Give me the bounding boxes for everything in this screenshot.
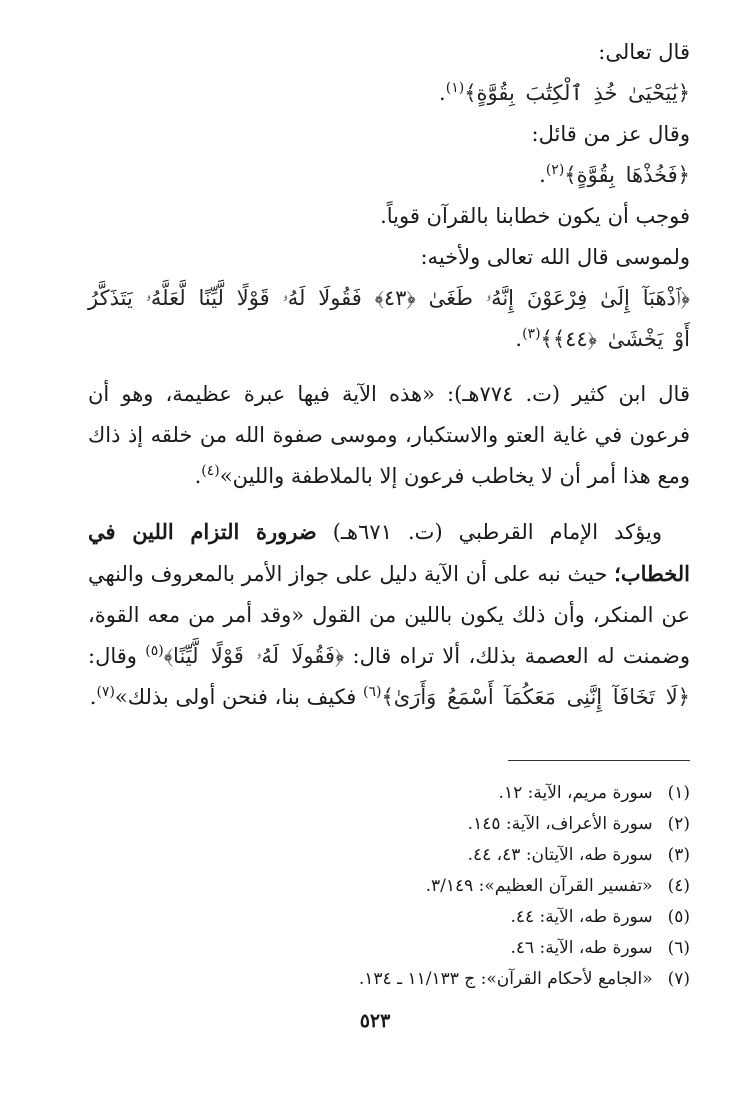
intro-line-1: قال تعالى:: [598, 40, 690, 64]
footnote-number: (٦): [667, 938, 690, 958]
footnote-item: [200, 933, 690, 964]
footnote-number: (٥): [667, 907, 690, 927]
footnote-item: [200, 964, 690, 995]
footnote-marker: (٥): [145, 643, 164, 659]
main-text: [88, 32, 690, 718]
qurtubi-paragraph: [88, 511, 690, 718]
footnote-number: (٣): [667, 845, 690, 865]
footnote-marker: (٢): [545, 162, 565, 178]
emphasis-text: ضرورة التزام اللين في الخطاب؛: [88, 519, 690, 586]
footnote-number: (١): [667, 783, 690, 803]
quran-verse: ﴿يَٰيَحْيَىٰ خُذِ ٱلْكِتَٰبَ بِقُوَّةٍ﴾: [464, 81, 690, 105]
footnote-item: [200, 902, 690, 933]
page-number: ٥٢٣: [359, 1010, 391, 1032]
footnote-number: (٢): [667, 814, 690, 834]
paragraph-text: فكيف بنا، فنحن أولى بذلك»: [114, 685, 363, 709]
punctuation: .: [194, 464, 202, 488]
footnote-text: «الجامع لأحكام القرآن»: ج ١١/١٣٣ ـ ١٣٤.: [358, 969, 653, 989]
footnote-marker: (٦): [362, 684, 382, 700]
footnote-number: (٤): [667, 876, 690, 896]
footnotes-list: [200, 778, 690, 995]
punctuation: .: [439, 81, 446, 105]
quran-verse: ﴿لَا تَخَافَآ إِنَّنِى مَعَكُمَآ أَسْمَعُ وَأَرَىٰ﴾: [381, 685, 690, 709]
paragraph-text: ويؤكد الإمام القرطبي (ت. ٦٧١هـ): [316, 520, 662, 544]
footnote-text: سورة طه، الآية: ٤٤.: [510, 907, 653, 927]
footnote-item: [200, 778, 690, 809]
footnote-marker: (١): [445, 80, 465, 96]
verse-paragraph: [88, 278, 690, 360]
footnote-text: سورة الأعراف، الآية: ١٤٥.: [467, 814, 653, 834]
paragraph-text: حيث نبه على أن الآية دليل على جواز الأمر بالمعروف والنهي عن المنكر، وأن ذلك يكون باللين من القول «وقد أمر من معه القوة، وضمنت له العصمة بذلك، ألا تراه قال:: [88, 562, 690, 668]
quran-verse: ﴿فَقُولَا لَهُۥ قَوْلًا لَّيِّنًا﴾: [163, 644, 345, 668]
quran-verse: ﴿ٱذْهَبَآ إِلَىٰ فِرْعَوْنَ إِنَّهُۥ طَغَىٰ ﴿٤٣﴾ فَقُولَا لَهُۥ قَوْلًا لَّيِّنًا لَّعَلَّهُۥ يَتَذَكَّرُ أَوْ يَخْشَىٰ ﴿٤٤﴾﴾: [88, 286, 690, 351]
verse-line-2: [88, 155, 690, 196]
intro-line-2: وقال عز من قائل:: [531, 122, 690, 146]
footnote-text: سورة طه، الآيتان: ٤٣، ٤٤.: [467, 845, 653, 865]
footnote-item: [200, 840, 690, 871]
footnote-text: سورة طه، الآية: ٤٦.: [510, 938, 653, 958]
footnote-marker: (٤): [201, 463, 220, 479]
footnote-divider: [508, 760, 690, 761]
punctuation: .: [539, 163, 546, 187]
paragraph-text: قال ابن كثير (ت. ٧٧٤هـ): «هذه الآية فيها عبرة عظيمة، وهو أن فرعون في غاية العتو والاستكبار، وموسى صفوة الله من خلقه إذ ذاك ومع هذا أمر أن لا يخاطب فرعون إلا بالملاطفة واللين»: [88, 382, 690, 488]
paragraph-text: وقال:: [88, 644, 146, 668]
footnote-text: «تفسير القرآن العظيم»: ٣/١٤٩.: [425, 876, 653, 896]
footnote-marker: (٣): [522, 326, 541, 342]
quran-verse: ﴿فَخُذْهَا بِقُوَّةٍ﴾: [564, 163, 690, 187]
statement-line: فوجب أن يكون خطابنا بالقرآن قوياً.: [380, 204, 690, 228]
intro-line-3: ولموسى قال الله تعالى ولأخيه:: [420, 245, 690, 269]
footnote-item: [200, 809, 690, 840]
ibn-kathir-paragraph: [88, 374, 690, 497]
punctuation: .: [515, 327, 523, 351]
footnote-text: سورة مريم، الآية: ١٢.: [498, 783, 653, 803]
punctuation: .: [89, 685, 97, 709]
footnote-item: [200, 871, 690, 902]
footnote-number: (٧): [667, 969, 690, 989]
verse-line-1: [88, 73, 690, 114]
footnote-marker: (٧): [96, 684, 115, 700]
